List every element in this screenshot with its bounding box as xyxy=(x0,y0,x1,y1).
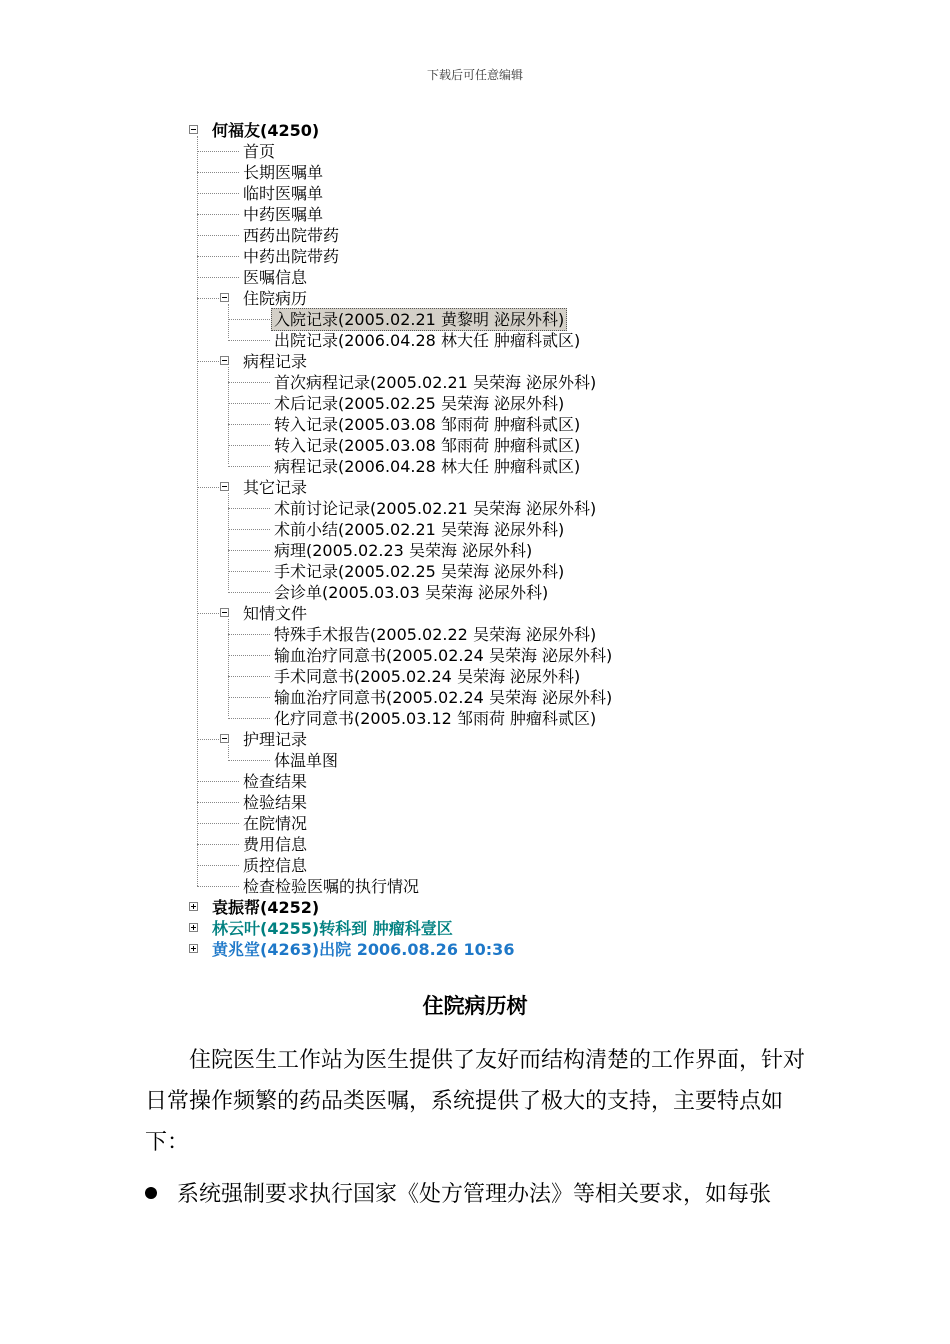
tree-leaf[interactable] xyxy=(186,582,806,603)
tree-leaf[interactable] xyxy=(186,519,806,540)
tree-leaf[interactable] xyxy=(186,414,806,435)
tree-leaf-label[interactable]: 出院记录(2006.04.28 林大任 肿瘤科贰区) xyxy=(274,331,581,350)
record-tree[interactable] xyxy=(186,120,806,960)
header-note: 下载后可任意编辑 xyxy=(426,68,523,82)
tree-node-inpatient-record[interactable] xyxy=(186,288,806,309)
tree-node-label[interactable]: 病程记录 xyxy=(243,352,308,371)
collapse-icon[interactable] xyxy=(220,608,229,617)
tree-node-label[interactable]: 长期医嘱单 xyxy=(243,163,324,182)
bullet-icon xyxy=(145,1187,157,1199)
tree-node[interactable] xyxy=(186,225,806,246)
tree-node-label[interactable]: 住院病历 xyxy=(243,289,308,308)
tree-leaf-label[interactable]: 术前小结(2005.02.21 吴荣海 泌尿外科) xyxy=(274,520,565,539)
tree-node-label[interactable]: 检验结果 xyxy=(243,793,308,812)
tree-leaf-label[interactable]: 体温单图 xyxy=(274,751,339,770)
tree-leaf-label[interactable]: 特殊手术报告(2005.02.22 吴荣海 泌尿外科) xyxy=(274,625,597,644)
tree-leaf-label[interactable]: 会诊单(2005.03.03 吴荣海 泌尿外科) xyxy=(274,583,549,602)
tree-node[interactable] xyxy=(186,855,806,876)
patient-name[interactable]: 黄兆堂(4263)出院 2006.08.26 10:36 xyxy=(212,940,515,959)
tree-node[interactable] xyxy=(186,183,806,204)
bullet-text: 系统强制要求执行国家《处方管理办法》等相关要求，如每张 xyxy=(177,1182,772,1207)
collapse-icon[interactable] xyxy=(189,125,198,134)
tree-node-label[interactable]: 中药医嘱单 xyxy=(243,205,324,224)
tree-node-label[interactable]: 其它记录 xyxy=(243,478,308,497)
tree-leaf-label[interactable]: 术后记录(2005.02.25 吴荣海 泌尿外科) xyxy=(274,394,565,413)
tree-node[interactable] xyxy=(186,876,806,897)
tree-leaf-selected[interactable] xyxy=(186,309,806,330)
tree-leaf-label[interactable]: 化疗同意书(2005.03.12 邹雨荷 肿瘤科贰区) xyxy=(274,709,597,728)
tree-leaf-label[interactable]: 入院记录(2005.02.21 黄黎明 泌尿外科) xyxy=(271,308,567,331)
tree-leaf[interactable] xyxy=(186,540,806,561)
tree-leaf[interactable] xyxy=(186,645,806,666)
collapse-icon[interactable] xyxy=(220,356,229,365)
bullet-item xyxy=(145,1174,810,1215)
tree-leaf-label[interactable]: 术前讨论记录(2005.02.21 吴荣海 泌尿外科) xyxy=(274,499,597,518)
tree-node-patient1[interactable] xyxy=(186,120,806,141)
tree-node[interactable] xyxy=(186,162,806,183)
tree-node-nursing-record[interactable] xyxy=(186,729,806,750)
tree-leaf[interactable] xyxy=(186,393,806,414)
expand-icon[interactable] xyxy=(189,944,198,953)
tree-leaf-label[interactable]: 病程记录(2006.04.28 林大任 肿瘤科贰区) xyxy=(274,457,581,476)
collapse-icon[interactable] xyxy=(220,734,229,743)
collapse-icon[interactable] xyxy=(220,482,229,491)
tree-node-patient2[interactable] xyxy=(186,897,806,918)
tree-leaf[interactable] xyxy=(186,708,806,729)
tree-leaf[interactable] xyxy=(186,687,806,708)
tree-node-label[interactable]: 首页 xyxy=(243,142,276,161)
patient-name[interactable]: 何福友(4250) xyxy=(212,121,320,140)
tree-leaf[interactable] xyxy=(186,561,806,582)
tree-leaf-label[interactable]: 输血治疗同意书(2005.02.24 吴荣海 泌尿外科) xyxy=(274,646,613,665)
tree-node-label[interactable]: 西药出院带药 xyxy=(243,226,340,245)
tree-node[interactable] xyxy=(186,141,806,162)
collapse-icon[interactable] xyxy=(220,293,229,302)
tree-leaf-label[interactable]: 手术同意书(2005.02.24 吴荣海 泌尿外科) xyxy=(274,667,581,686)
tree-node[interactable] xyxy=(186,246,806,267)
tree-node[interactable] xyxy=(186,792,806,813)
tree-node-label[interactable]: 质控信息 xyxy=(243,856,308,875)
expand-icon[interactable] xyxy=(189,923,198,932)
tree-node[interactable] xyxy=(186,834,806,855)
tree-node-label[interactable]: 医嘱信息 xyxy=(243,268,308,287)
tree-leaf-label[interactable]: 手术记录(2005.02.25 吴荣海 泌尿外科) xyxy=(274,562,565,581)
tree-leaf-label[interactable]: 输血治疗同意书(2005.02.24 吴荣海 泌尿外科) xyxy=(274,688,613,707)
tree-leaf-label[interactable]: 首次病程记录(2005.02.21 吴荣海 泌尿外科) xyxy=(274,373,597,392)
tree-leaf[interactable] xyxy=(186,624,806,645)
tree-node[interactable] xyxy=(186,813,806,834)
patient-name[interactable]: 林云叶(4255)转科到 肿瘤科壹区 xyxy=(212,919,453,938)
tree-node-consent-docs[interactable] xyxy=(186,603,806,624)
tree-leaf-label[interactable]: 病理(2005.02.23 吴荣海 泌尿外科) xyxy=(274,541,533,560)
tree-node-label[interactable]: 护理记录 xyxy=(243,730,308,749)
expand-icon[interactable] xyxy=(189,902,198,911)
tree-leaf[interactable] xyxy=(186,666,806,687)
tree-node[interactable] xyxy=(186,204,806,225)
tree-node-patient4[interactable] xyxy=(186,939,806,960)
tree-node[interactable] xyxy=(186,771,806,792)
tree-leaf[interactable] xyxy=(186,435,806,456)
body-paragraph: 住院医生工作站为医生提供了友好而结构清楚的工作界面，针对日常操作频繁的药品类医嘱，系统提供了极大的支持，主要特点如下： xyxy=(145,1048,806,1155)
tree-leaf-label[interactable]: 转入记录(2005.03.08 邹雨荷 肿瘤科贰区) xyxy=(274,436,581,455)
tree-leaf[interactable] xyxy=(186,372,806,393)
tree-node-label[interactable]: 在院情况 xyxy=(243,814,308,833)
tree-node-label[interactable]: 知情文件 xyxy=(243,604,308,623)
patient-name[interactable]: 袁振帮(4252) xyxy=(212,898,320,917)
tree-leaf-label[interactable]: 转入记录(2005.03.08 邹雨荷 肿瘤科贰区) xyxy=(274,415,581,434)
tree-leaf[interactable] xyxy=(186,750,806,771)
tree-leaf[interactable] xyxy=(186,498,806,519)
tree-node-label[interactable]: 检查结果 xyxy=(243,772,308,791)
tree-node-patient3[interactable] xyxy=(186,918,806,939)
tree-node-other-record[interactable] xyxy=(186,477,806,498)
tree-node-label[interactable]: 临时医嘱单 xyxy=(243,184,324,203)
tree-node-label[interactable]: 中药出院带药 xyxy=(243,247,340,266)
tree-node-label[interactable]: 费用信息 xyxy=(243,835,308,854)
tree-leaf[interactable] xyxy=(186,330,806,351)
tree-leaf[interactable] xyxy=(186,456,806,477)
figure-caption: 住院病历树 xyxy=(422,994,528,1018)
tree-node-label[interactable]: 检查检验医嘱的执行情况 xyxy=(243,877,420,896)
tree-node[interactable] xyxy=(186,267,806,288)
tree-node-course-record[interactable] xyxy=(186,351,806,372)
